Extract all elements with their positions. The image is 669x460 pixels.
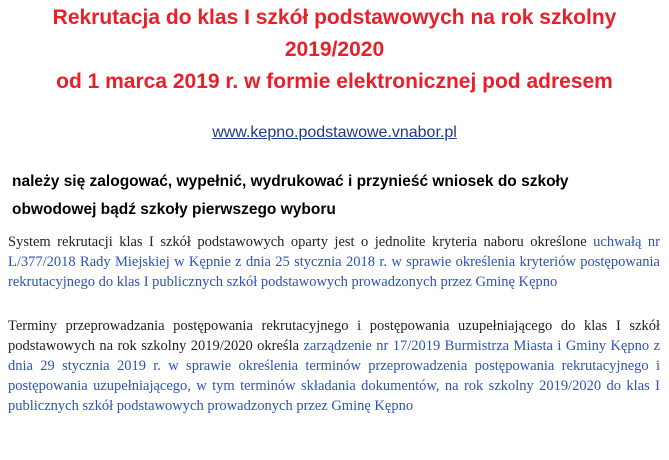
page-title	[0, 2, 669, 98]
paragraph-terms	[8, 316, 660, 416]
paragraph-criteria	[8, 232, 660, 292]
ordinance-link[interactable]: zarządzenie nr 17/2019 Burmistrza Miasta i Gminy Kępno z dnia 29 stycznia 2019 r. w sprawie określenia terminów przeprowadzenia postępowania rekrutacyjnego i postępowania uzupełniającego, w tym terminów składania dokumentów, na rok szkolny 2019/2020 do klas I publicznych szkół podstawowych prowadzonych przez Gminę Kępno	[8, 338, 661, 414]
instructions-text: należy się zalogować, wypełnić, wydrukować i przynieść wniosek do szkoły obwodowej bądź szkoły pierwszego wyboru	[12, 173, 569, 218]
paragraph-terms-text: Terminy przeprowadzania postępowania rekrutacyjnego i postępowania uzupełniającego do klas I szkół podstawowych na rok szkolny 2019/2020 określa	[8, 318, 660, 354]
resolution-link[interactable]: uchwałą nr L/377/2018 Rady Miejskiej w Kępnie z dnia 25 stycznia 2018 r. w sprawie określenia kryteriów postępowania rekrutacyjnego do klas I publicznych szkół podstawowych prowadzonych przez Gminę Kępno	[8, 234, 661, 290]
title-line-2: 2019/2020	[284, 38, 385, 61]
title-line-1: Rekrutacja do klas I szkół podstawowych na rok szkolny	[52, 6, 617, 29]
vnabor-link[interactable]: www.kepno.podstawowe.vnabor.pl	[212, 124, 457, 141]
title-line-3: od 1 marca 2019 r. w formie elektronicznej pod adresem	[56, 70, 613, 93]
paragraph-criteria-text: System rekrutacji klas I szkół podstawowych oparty jest o jednolite kryteria naboru określone	[8, 234, 594, 250]
